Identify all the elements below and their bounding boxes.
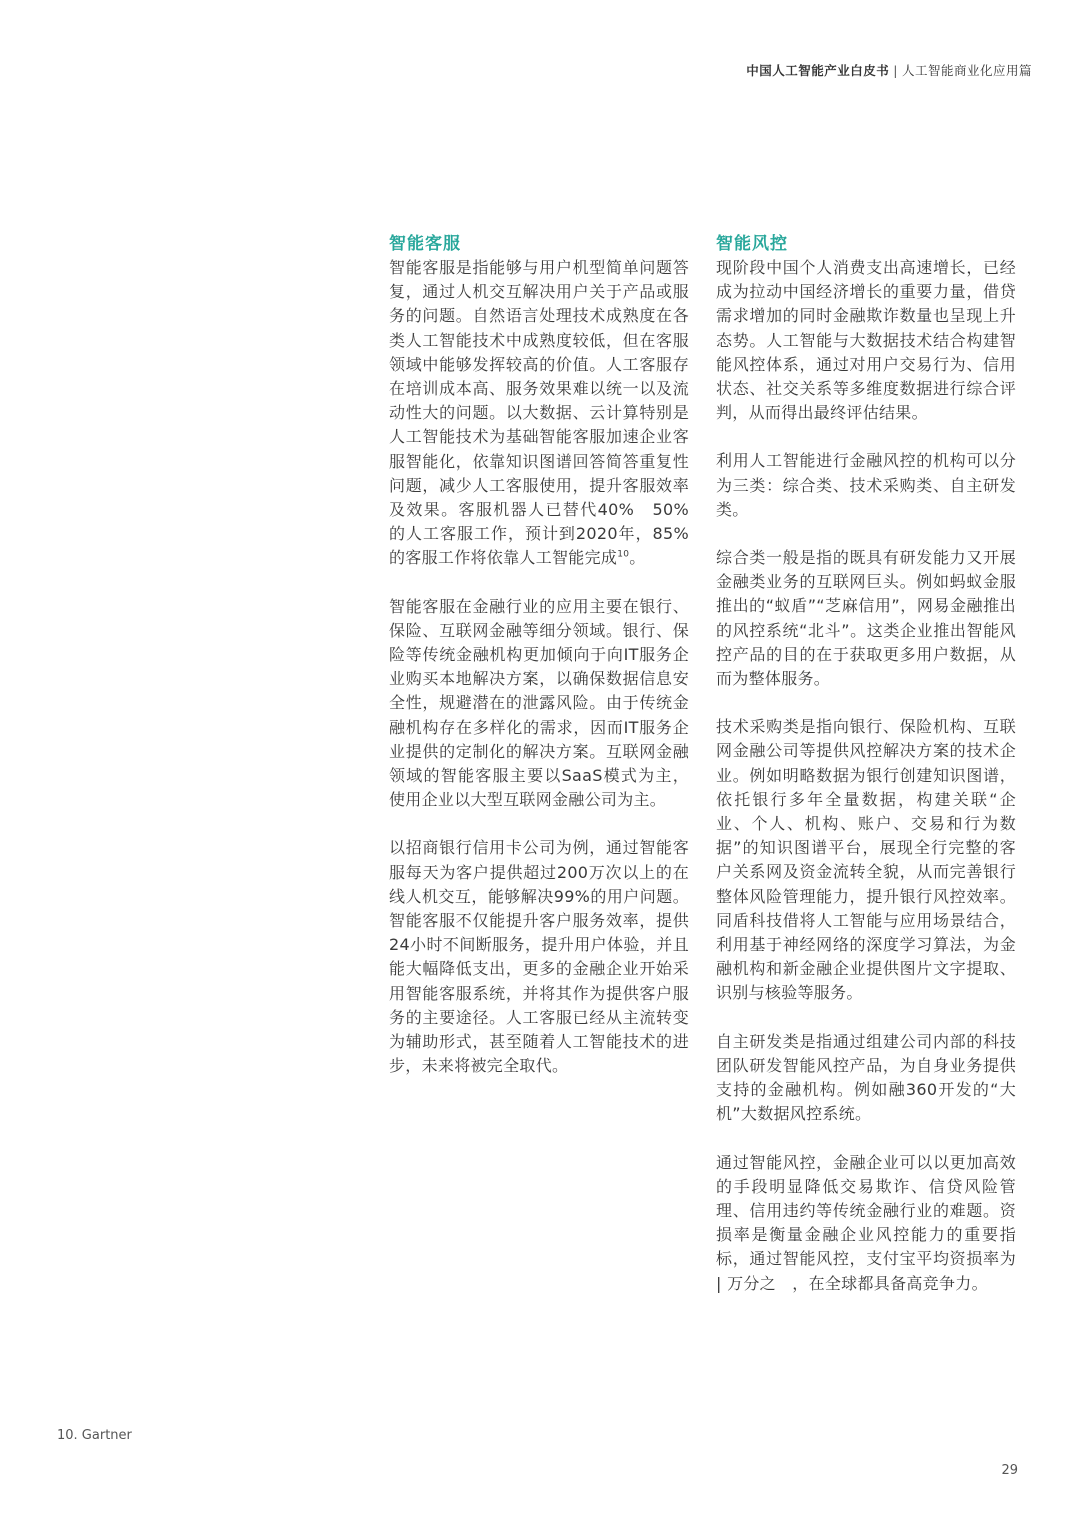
paragraph: 技术采购类是指向银行、保险机构、互联网金融公司等提供风控解决方案的技术企业。例如明略数据为银行创建知识图谱，依托银行多年全量数据，构建关联“企业、个人、机构、账户、交易和行为数据”的知识图谱平台，展现全行完整的客户关系网及资金流转全貌，从而完善银行整体风险管理能力，提升银行风控效率。同盾科技借将人工智能与应用场景结合，利用基于神经网络的深度学习算法，为金融机构和新金融企业提供图片文字提取、识别与核验等服务。	[716, 717, 1016, 1003]
section-title-smart-customer-service: 智能客服	[389, 234, 461, 254]
right-column	[716, 232, 1016, 1320]
paragraph: 自主研发类是指通过组建公司内部的科技团队研发智能风控产品，为自身业务提供支持的金融机构。例如融360开发的“大机”大数据风控系统。	[716, 1031, 1016, 1124]
paragraph	[389, 256, 689, 571]
section-title-smart-risk-control: 智能风控	[716, 234, 788, 254]
header-title: 中国人工智能产业白皮书	[746, 63, 890, 78]
page-number: 29	[1001, 1463, 1018, 1478]
footnote-ref: 10	[617, 550, 630, 561]
header-subtitle: 人工智能商业化应用篇	[901, 63, 1032, 78]
left-column	[389, 232, 689, 1103]
paragraph: 综合类一般是指的既具有研发能力又开展金融类业务的互联网巨头。例如蚂蚁金服推出的“蚁盾”“芝麻信用”，网易金融推出的风控系统“北斗”。这类企业推出智能风控产品的目的在于获取更多用户数据，从而为整体服务。	[716, 548, 1016, 689]
footnote: 10. Gartner	[57, 1428, 132, 1443]
paragraph: 利用人工智能进行金融风控的机构可以分为三类：综合类、技术采购类、自主研发类。	[716, 451, 1016, 519]
header-separator: |	[893, 63, 898, 78]
paragraph: 现阶段中国个人消费支出高速增长，已经成为拉动中国经济增长的重要力量，借贷需求增加的同时金融欺诈数量也呈现上升态势。人工智能与大数据技术结合构建智能风控体系，通过对用户交易行为、信用状态、社交关系等多维度数据进行综合评判，从而得出最终评估结果。	[716, 258, 1016, 423]
paragraph: 以招商银行信用卡公司为例，通过智能客服每天为客户提供超过200万次以上的在线人机交互，能够解决99%的用户问题。智能客服不仅能提升客户服务效率，提供24小时不间断服务，提升用户体验，并且能大幅降低支出，更多的金融企业开始采用智能客服系统，并将其作为提供客户服务的主要途径。人工客服已经从主流转变为辅助形式，甚至随着人工智能技术的进步，未来将被完全取代。	[389, 838, 689, 1076]
paragraph: 通过智能风控，金融企业可以以更加高效的手段明显降低交易欺诈、信贷风险管理、信用违约等传统金融行业的难题。资损率是衡量金融企业风控能力的重要指标，通过智能风控，支付宝平均资损率为 | 万分之 ，在全球都具备高竞争力。	[716, 1152, 1016, 1293]
running-header	[746, 61, 1032, 79]
paragraph-text: 智能客服是指能够与用户机型简单问题答复，通过人机交互解决用户关于产品或服务的问题。自然语言处理技术成熟度在各类人工智能技术中成熟度较低，但在客服领域中能够发挥较高的价值。人工客服存在培训成本高、服务效果难以统一以及流动性大的问题。以大数据、云计算特别是人工智能技术为基础智能客服加速企业客服智能化，依靠知识图谱回答简答重复性问题，减少人工客服使用，提升客服效率及效果。客服机器人已替代40% 50%的人工客服工作，预计到2020年，85%的客服工作将依靠人工智能完成	[389, 258, 689, 568]
paragraph-tail: 。	[629, 548, 646, 568]
paragraph: 智能客服在金融行业的应用主要在银行、保险、互联网金融等细分领域。银行、保险等传统金融机构更加倾向于向IT服务企业购买本地解决方案，以确保数据信息安全性，规避潜在的泄露风险。由于传统金融机构存在多样化的需求，因而IT服务企业提供的定制化的解决方案。互联网金融领域的智能客服主要以SaaS模式为主，使用企业以大型互联网金融公司为主。	[389, 596, 689, 810]
